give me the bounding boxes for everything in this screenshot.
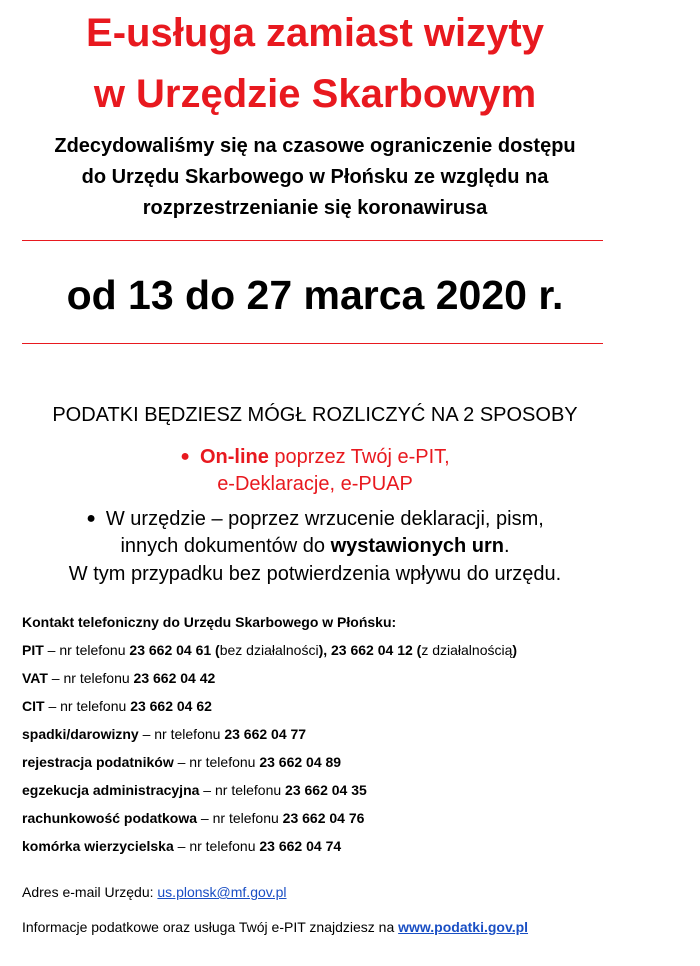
office-text: W urzędzie – poprzez wrzucenie deklaracji, pism, (105, 508, 544, 530)
email-link[interactable]: us.plonsk@mf.gov.pl (157, 884, 287, 900)
contact-label: rachunkowość podatkowa (22, 810, 198, 826)
title-line-2: w Urzędzie Skarbowym (93, 72, 537, 116)
online-label: On-line (199, 446, 269, 468)
contact-number: 23 662 04 76 (282, 810, 365, 826)
office-method-line-2 (0, 533, 630, 560)
contact-note: z działalnością (421, 642, 513, 658)
online-method-line-2: e-Deklaracje, e-PUAP (217, 473, 413, 495)
contact-number: 23 662 04 61 (129, 642, 212, 658)
contacts-heading: Kontakt telefoniczny do Urzędu Skarbowego w Płońsku: (22, 614, 397, 630)
paren: ( (412, 642, 422, 658)
email-label: Adres e-mail Urzędu: (22, 884, 158, 900)
contact-label: VAT (22, 670, 48, 686)
contact-note: bez działalności (219, 642, 319, 658)
office-method-line-3: W tym przypadku bez potwierdzenia wpływu do urzędu. (68, 563, 562, 585)
urns-label: wystawionych urn (330, 535, 504, 557)
office-method-line-1 (0, 506, 630, 534)
website-line (22, 918, 528, 936)
intro-line-2: do Urzędu Skarbowego w Płońsku ze względu na (81, 166, 549, 188)
paren: ), (318, 642, 332, 658)
contact-row-pit (22, 641, 517, 659)
contact-row (22, 725, 306, 743)
contact-sep: – nr telefonu (44, 698, 131, 714)
online-text: poprzez Twój e-PIT, (268, 446, 450, 468)
contact-sep: – nr telefonu (173, 754, 260, 770)
contact-number: 23 662 04 42 (133, 670, 216, 686)
contact-number: 23 662 04 35 (285, 782, 367, 798)
office-line-2-suffix: . (503, 535, 510, 557)
contact-row (22, 669, 215, 687)
divider-top (22, 240, 603, 241)
contact-row (22, 697, 212, 715)
email-line (22, 883, 287, 901)
paren: ( (211, 642, 220, 658)
contact-label: CIT (22, 698, 45, 714)
contact-number: 23 662 04 77 (224, 726, 307, 742)
contact-sep: – nr telefonu (43, 642, 130, 658)
info-text: Informacje podatkowe oraz usługa Twój e-PIT znajdziesz na (22, 919, 399, 935)
divider-bottom (22, 343, 603, 344)
contact-label: komórka wierzycielska (22, 838, 174, 854)
title-line-1: E-usługa zamiast wizyty (86, 11, 544, 55)
contact-label: rejestracja podatników (22, 754, 174, 770)
intro-text (0, 131, 630, 224)
contact-number: 23 662 04 74 (259, 838, 342, 854)
contact-label: spadki/darowizny (22, 726, 139, 742)
contact-row (22, 837, 341, 855)
contact-sep: – nr telefonu (173, 838, 260, 854)
methods-heading: PODATKI BĘDZIESZ MÓGŁ ROZLICZYĆ NA 2 SPOSOBY (52, 404, 578, 426)
bullet-icon: ● (86, 510, 96, 527)
contact-sep: – nr telefonu (199, 782, 286, 798)
contact-number: 23 662 04 62 (130, 698, 212, 714)
bullet-icon: ● (180, 448, 190, 465)
contact-sep: – nr telefonu (47, 670, 134, 686)
contact-number: 23 662 04 12 (331, 642, 413, 658)
website-link[interactable]: www.podatki.gov.pl (398, 919, 529, 935)
office-line-2-prefix: innych dokumentów do (120, 535, 331, 557)
intro-line-3: rozprzestrzenianie się koronawirusa (142, 197, 488, 219)
contact-label: egzekucja administracyjna (22, 782, 200, 798)
paren: ) (512, 642, 518, 658)
contact-row (22, 781, 367, 799)
contact-sep: – nr telefonu (138, 726, 225, 742)
online-method-line-1 (0, 444, 630, 472)
contact-label: PIT (22, 642, 44, 658)
contact-row (22, 809, 364, 827)
contact-sep: – nr telefonu (197, 810, 283, 826)
intro-line-1: Zdecydowaliśmy się na czasowe ograniczenie dostępu (54, 135, 576, 157)
contact-number: 23 662 04 89 (259, 754, 342, 770)
closure-dates: od 13 do 27 marca 2020 r. (66, 272, 564, 318)
contact-row (22, 753, 341, 771)
